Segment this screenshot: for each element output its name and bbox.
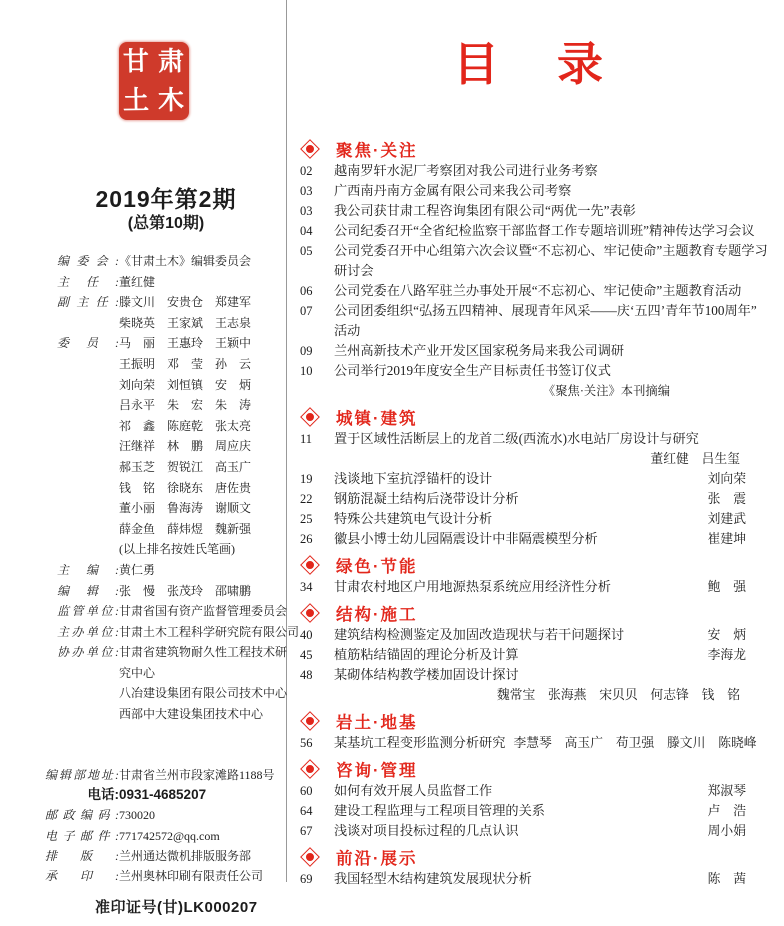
masthead-value: 甘肃土木工程科学研究院有限公司	[119, 624, 300, 639]
contact-label: 编辑部地址:	[45, 767, 119, 782]
article-title: 某砌体结构教学楼加固设计探讨	[334, 667, 519, 682]
contact-label: 电话:	[87, 786, 119, 802]
masthead-value: 甘肃省建筑物耐久性工程技术研	[119, 645, 288, 660]
article-row	[300, 161, 762, 181]
article-authors: 郑淑琴	[707, 784, 746, 798]
left-column	[45, 0, 300, 917]
masthead-row	[45, 683, 287, 704]
article-row	[300, 821, 762, 841]
article-row	[300, 341, 762, 361]
article-page-number: 48	[300, 668, 313, 682]
article-page-number: 06	[300, 284, 313, 298]
article-authors: 张 震	[707, 492, 746, 506]
section-title: 城镇·建筑	[336, 409, 418, 428]
section-header	[300, 406, 762, 427]
article-title-continuation	[300, 261, 762, 281]
section-title: 咨询·管理	[336, 761, 418, 780]
article-row	[300, 201, 762, 221]
page-number-spacer	[300, 321, 334, 341]
masthead-row	[45, 354, 287, 375]
issue-number: 2019年第2期	[95, 186, 237, 212]
article-title: 公司团委组织“弘扬五四精神、展现青年风采——庆‘五四’青年节100周年”	[334, 303, 757, 318]
section-header	[300, 758, 762, 779]
article-title: 建设工程监理与工程项目管理的关系	[334, 803, 545, 818]
masthead-label	[57, 683, 119, 704]
masthead-label	[57, 478, 119, 499]
contact-label: 承印:	[45, 869, 119, 884]
masthead-row	[45, 539, 287, 560]
article-page-number: 69	[300, 872, 313, 886]
masthead-label: 主编:	[57, 562, 119, 577]
masthead-value: 祁 鑫 陈庭乾 张太亮	[119, 418, 252, 433]
section-header	[300, 710, 762, 731]
seal-char: 土	[123, 85, 150, 115]
article-authors: 刘建武	[707, 512, 746, 526]
article-row	[300, 489, 762, 509]
seal-char: 甘	[123, 46, 150, 76]
article-page-number: 19	[300, 472, 313, 486]
article-title: 徽县小博士幼儿园隔震设计中非隔震模型分析	[334, 531, 598, 546]
article-row	[300, 733, 762, 753]
article-page-number: 03	[300, 184, 313, 198]
article-title: 浅谈地下室抗浮锚杆的设计	[334, 471, 493, 486]
masthead-label	[57, 519, 119, 540]
masthead-row	[45, 519, 287, 540]
article-page-number: 03	[300, 204, 313, 218]
masthead-row	[45, 292, 287, 313]
article-row	[300, 181, 762, 201]
masthead-value: 柴晓英 王家斌 王志泉	[119, 315, 252, 330]
article-title: 广西南丹南方金属有限公司来我公司考察	[334, 183, 572, 198]
article-page-number: 60	[300, 784, 313, 798]
masthead-value: 刘向荣 刘恒镇 安 炳	[119, 377, 252, 392]
section-diamond-icon	[300, 711, 320, 731]
authors-line: 魏常宝 张海燕 宋贝贝 何志锋 钱 铭	[496, 688, 740, 702]
masthead-value: 《甘肃土木》编辑委员会	[119, 254, 252, 268]
section-diamond-icon	[300, 759, 320, 779]
article-row	[300, 469, 762, 489]
masthead-row	[45, 457, 287, 478]
article-page-number: 25	[300, 512, 313, 526]
contact-row	[45, 846, 287, 866]
masthead-label: 编辑:	[57, 583, 119, 598]
article-title: 兰州高新技术产业开发区国家税务局来我公司调研	[334, 343, 625, 358]
article-page-number: 40	[300, 628, 313, 642]
masthead-value: 滕文川 安贵仓 郑建军	[119, 295, 252, 310]
article-title: 研讨会	[334, 263, 374, 278]
masthead-row	[45, 601, 287, 622]
article-title: 浅谈对项目投标过程的几点认识	[334, 823, 519, 838]
seal-char: 木	[158, 85, 185, 115]
contact-value: 兰州通达微机排版服务部	[119, 848, 252, 863]
contact-value: 730020	[119, 808, 155, 823]
contact-block	[45, 765, 287, 887]
masthead-value: 钱 铭 徐晓东 唐佐贵	[119, 480, 252, 495]
masthead-row	[45, 333, 287, 354]
masthead-label	[57, 704, 119, 725]
section-title: 结构·施工	[336, 605, 418, 624]
article-title: 我公司获甘肃工程咨询集团有限公司“两优一先”表彰	[334, 203, 636, 218]
masthead-value: 黄仁勇	[119, 562, 156, 577]
masthead-value: 王振明 邓 莹 孙 云	[119, 356, 252, 371]
section-header	[300, 602, 762, 623]
article-row	[300, 801, 762, 821]
article-title: 越南罗轩水泥厂考察团对我公司进行业务考察	[334, 163, 598, 178]
article-title: 我国轻型木结构建筑发展现状分析	[334, 871, 532, 886]
article-title: 植筋粘结锚固的理论分析及计算	[334, 647, 519, 662]
article-page-number: 07	[300, 304, 313, 318]
section-diamond-icon	[300, 555, 320, 575]
masthead-value: 董红健	[119, 274, 156, 289]
article-row	[300, 625, 762, 645]
masthead-label	[57, 375, 119, 396]
article-row	[300, 221, 762, 241]
masthead-value: (以上排名按姓氏笔画)	[119, 542, 235, 557]
article-row	[300, 281, 762, 301]
article-title: 建筑结构检测鉴定及加固改造现状与若干问题探讨	[334, 627, 625, 642]
contact-row-email	[45, 826, 287, 846]
article-row	[300, 509, 762, 529]
masthead-value: 马 丽 王惠玲 王颖中	[119, 336, 252, 351]
masthead-row	[45, 313, 287, 334]
article-title: 特殊公共建筑电气设计分析	[334, 511, 493, 526]
article-row	[300, 665, 762, 685]
masthead-label: 副主任:	[57, 295, 119, 310]
masthead-value: 张 慢 张茂玲 邵啸鹏	[119, 583, 252, 598]
article-title: 钢筋混凝土结构后浇带设计分析	[334, 491, 519, 506]
article-title: 甘肃农村地区户用地源热泵系统应用经济性分析	[334, 579, 611, 594]
masthead-label	[57, 354, 119, 375]
article-page-number: 11	[300, 432, 313, 446]
article-title: 公司党委在八路军驻兰办事处开展“不忘初心、牢记使命”主题教育活动	[334, 283, 742, 298]
masthead-row	[45, 663, 287, 684]
contact-row	[45, 866, 287, 886]
article-title: 置于区域性活断层上的龙首二级(西流水)水电站厂房设计与研究	[334, 431, 699, 446]
masthead-value: 薛金鱼 薛炜煜 魏新强	[119, 521, 252, 536]
masthead-label: 委员:	[57, 336, 119, 351]
article-page-number: 45	[300, 648, 313, 662]
section-diamond-icon	[300, 139, 320, 159]
masthead-row	[45, 251, 287, 272]
masthead-label	[57, 498, 119, 519]
article-authors: 卢 浩	[707, 804, 746, 818]
article-page-number: 05	[300, 244, 313, 258]
masthead-row	[45, 436, 287, 457]
seal-char: 肃	[158, 46, 185, 76]
article-page-number: 04	[300, 224, 313, 238]
article-page-number: 67	[300, 824, 313, 838]
article-page-number: 22	[300, 492, 313, 506]
toc-column	[300, 0, 768, 889]
masthead-row	[45, 375, 287, 396]
masthead-label	[57, 395, 119, 416]
masthead-row	[45, 272, 287, 293]
section-header	[300, 554, 762, 575]
page-number-spacer	[300, 261, 334, 281]
contact-row-phone	[45, 785, 287, 805]
section-diamond-icon	[300, 847, 320, 867]
article-row	[300, 241, 768, 261]
article-row	[300, 529, 762, 549]
contact-value: 771742572@qq.com	[119, 828, 220, 843]
contact-value: 兰州奥林印刷有限责任公司	[119, 869, 264, 884]
article-title: 活动	[334, 323, 361, 338]
article-row	[300, 301, 762, 321]
page-title: 目 录	[453, 39, 609, 90]
section-diamond-icon	[300, 407, 320, 427]
masthead-label: 主任:	[57, 274, 119, 289]
article-authors: 鲍 强	[707, 580, 746, 594]
masthead-value: 吕永平 朱 宏 朱 涛	[119, 398, 252, 413]
issue-total: (总第10期)	[127, 215, 205, 232]
section-title: 聚焦·关注	[336, 141, 418, 160]
article-row	[300, 645, 762, 665]
article-page-number: 34	[300, 580, 313, 594]
contact-row	[45, 765, 287, 785]
section-header	[300, 846, 762, 867]
masthead-row	[45, 560, 287, 581]
masthead-row	[45, 642, 287, 663]
article-row	[300, 361, 762, 381]
masthead-row	[45, 498, 287, 519]
contact-value: 0931-4685207	[119, 786, 207, 802]
article-page-number: 09	[300, 344, 313, 358]
article-authors: 刘向荣	[707, 472, 746, 486]
article-page-number: 02	[300, 164, 313, 178]
masthead-label	[57, 313, 119, 334]
article-row	[300, 781, 762, 801]
masthead-row	[45, 416, 287, 437]
article-authors: 陈 茜	[707, 872, 746, 886]
article-title-continuation	[300, 321, 762, 341]
section-title: 前沿·展示	[336, 849, 418, 868]
contact-row	[45, 805, 287, 825]
masthead-label: 监管单位:	[57, 604, 119, 619]
masthead-value: 郝玉芝 贺锐江 高玉广	[119, 459, 252, 474]
article-row	[300, 577, 762, 597]
masthead-value: 八冶建设集团有限公司技术中心	[119, 686, 288, 701]
article-title: 如何有效开展人员监督工作	[334, 783, 493, 798]
masthead-row	[45, 395, 287, 416]
article-row	[300, 869, 762, 889]
article-title: 公司举行2019年度安全生产目标责任书签订仪式	[334, 363, 611, 378]
contact-label: 邮政编码:	[45, 808, 119, 823]
article-page-number: 26	[300, 532, 313, 546]
section-diamond-icon	[300, 603, 320, 623]
masthead-label	[57, 457, 119, 478]
contact-value: 甘肃省兰州市段家滩路1188号	[119, 767, 275, 782]
contact-label: 电子邮件:	[45, 828, 119, 843]
masthead-label: 主办单位:	[57, 624, 119, 639]
masthead-label	[57, 416, 119, 437]
article-row	[300, 429, 762, 449]
article-authors: 李海龙	[707, 648, 746, 662]
contact-label: 排版:	[45, 848, 119, 863]
article-authors: 周小娟	[707, 824, 746, 838]
article-authors: 安 炳	[707, 628, 746, 642]
article-title: 公司纪委召开“全省纪检监察干部监督工作专题培训班”精神传达学习会议	[334, 223, 755, 238]
journal-seal	[119, 42, 189, 120]
authors-line: 董红健 吕生玺	[650, 452, 740, 466]
masthead-value: 汪继祥 林 鹏 周应庆	[119, 439, 252, 454]
masthead-value: 甘肃省国有资产监督管理委员会	[119, 604, 288, 619]
masthead-label	[57, 663, 119, 684]
article-authors: 崔建坤	[707, 532, 746, 546]
masthead-value: 董小丽 鲁海涛 谢顺文	[119, 501, 252, 516]
article-authors: 李慧琴 高玉广 苟卫强 滕文川 陈晓峰	[513, 736, 757, 750]
masthead-value: 西部中大建设集团技术中心	[119, 707, 264, 722]
masthead-label	[57, 436, 119, 457]
section-title: 绿色·节能	[336, 557, 418, 576]
license-number: 准印证号(甘)LK000207	[95, 899, 258, 917]
masthead-row	[45, 581, 287, 602]
article-title: 公司党委召开中心组第六次会议暨“不忘初心、牢记使命”主题教育专题学习	[334, 243, 768, 258]
section-note: 《聚焦·关注》本刊摘编	[542, 384, 670, 398]
masthead-label	[57, 539, 119, 560]
masthead-row	[45, 704, 287, 725]
masthead-value: 究中心	[119, 665, 156, 680]
masthead-label: 编委会:	[57, 254, 119, 268]
masthead-row	[45, 622, 300, 643]
article-title: 某基坑工程变形监测分析研究	[334, 735, 506, 750]
section-header	[300, 138, 762, 159]
masthead-label: 协办单位:	[57, 645, 119, 660]
article-page-number: 56	[300, 736, 313, 750]
article-page-number: 64	[300, 804, 313, 818]
article-page-number: 10	[300, 364, 313, 378]
masthead	[45, 251, 300, 725]
masthead-row	[45, 478, 287, 499]
section-title: 岩土·地基	[336, 713, 418, 732]
